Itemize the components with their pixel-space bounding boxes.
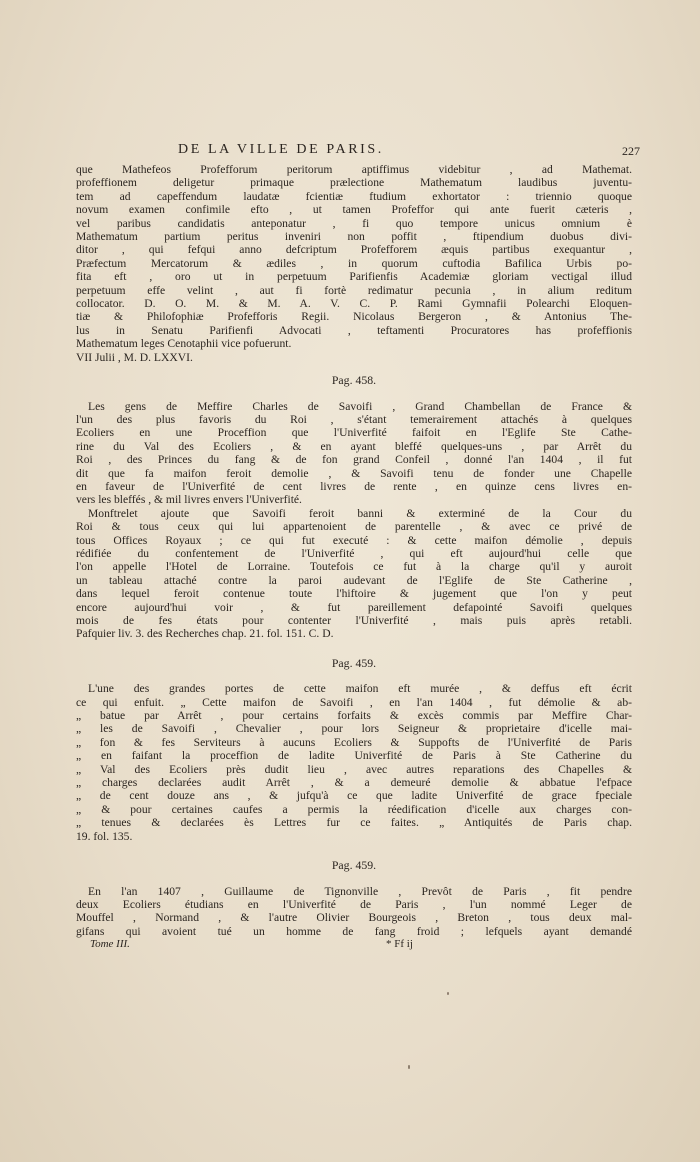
text-line: Roi & tous ceux qui lui appartenoient de parentelle , & avec ce privé de (76, 520, 632, 534)
text-line: tous Offices Royaux ; ce qui fut executé : & cette maifon démolie , depuis (76, 533, 632, 547)
page-number: 227 (622, 144, 640, 158)
signature-mark: * Ff ij (386, 938, 413, 951)
text-line: rédifiée du confentement de l'Univerfité , qui eft aujourd'hui celle que (76, 546, 632, 560)
running-title: DE LA VILLE DE PARIS. (178, 142, 384, 157)
text-line: L'une des grandes portes de cette maifon eft murée , & deffus eft écrit (88, 682, 632, 696)
page-reference: Pag. 459. (331, 655, 377, 670)
paper-speck (447, 992, 449, 995)
text-line: „ batue par Arrêt , pour certains forfaits & excès commis par Meffire Char- (76, 709, 632, 723)
text-line: Roi , des Princes du fang & de fon grand Confeil , donné l'an 1404 , il fut (76, 453, 632, 467)
tome-label: Tome III. (90, 938, 130, 951)
text-line: dit que fa maifon feroit demolie , & Savoifi tenu de fonder une Chapelle (76, 466, 632, 480)
page-reference: Pag. 459. (331, 858, 377, 873)
text-line: tiæ & Philofophiæ Profefforis Regii. Nicolaus Bergeron , & Antonius The- (76, 310, 632, 324)
paragraph (76, 507, 632, 641)
paragraph (76, 682, 632, 843)
section-gap (76, 843, 632, 849)
text-line: l'on appelle l'Hotel de Lorraine. Toutefois ce fut à la charge qu'il y auroit (76, 560, 632, 574)
latin-inscription (76, 163, 632, 364)
text-line: novum examen confimile efto , ut tamen Profeffor qui ante fuerit cæteris , (76, 203, 632, 217)
text-line: fita eft , oro ut in perpetuum Parifienfis Academiæ gloriam vectigal illud (76, 270, 632, 284)
text-line: ce qui enfuit. „ Cette maifon de Savoifi , en l'an 1404 , fut démolie & ab- (76, 695, 632, 709)
text-line: Mathematum partium peritus inveniri non poffit , ftipendium duobus divi- (76, 230, 632, 244)
text-line: l'un des plus favoris du Roi , s'étant temerairement attachés à quelques (76, 412, 632, 426)
text-line: en faveur de l'Univerfité de cent livres de rente , en quinze cens livres en- (76, 479, 632, 493)
text-line: vel paribus candidatis anteponatur , fi quo tempore unicus omnium è (76, 216, 632, 230)
page-footer (76, 938, 632, 952)
paragraph (76, 400, 632, 507)
text-line: Ecoliers en une Proceffion que l'Univerfité faifoit en l'Eglife Ste Cathe- (76, 426, 632, 440)
text-line: lus in Senatu Parifienfi Advocati , teftamenti Procuratores has profeffionis (76, 323, 632, 337)
text-line: „ charges declarées audit Arrêt , & a demeuré demolie & abbatue l'efpace (76, 776, 632, 790)
text-line: Monftrelet ajoute que Savoifi feroit banni & exterminé de la Cour du (88, 506, 632, 520)
text-line: „ tenues & declarées ès Lettres fur ce faites. „ Antiquités de Paris chap. (76, 816, 632, 830)
text-line: profeffionem deligetur primaque prælectione Mathematum laudibus juventu- (76, 176, 632, 190)
text-line: perpetuum effe velint , aut fi fortè redimatur pecunia , in alium reditum (76, 283, 632, 297)
text-block (76, 142, 640, 952)
text-line: tem ad capeffendum laudatæ fcientiæ ftudium exhortator : triennio quoque (76, 189, 632, 203)
text-line: que Mathefeos Profefforum peritorum aptiffimus videbitur , ad Mathemat. (76, 163, 632, 176)
running-head (76, 142, 640, 159)
text-line: Mathematum leges Cenotaphii vice pofuerunt. (76, 337, 292, 351)
text-line: collocator. D. O. M. & M. A. V. C. P. Rami Gymnafii Polearchi Eloquen- (76, 297, 632, 311)
text-line: deux Ecoliers étudians en l'Univerfité de Paris , l'un nommé Leger de (76, 897, 632, 911)
text-line: mois de fes états pour contenter l'Univerfité , mais puis après retabli. (76, 614, 632, 627)
text-line: rine du Val des Ecoliers , & en ayant bleffé quelques-uns , par Arrêt du (76, 439, 632, 453)
text-line: „ en faifant la proceffion de ladite Univerfité de Paris à Ste Catherine du (76, 749, 632, 763)
text-line: „ fon & fes Serviteurs à aucuns Ecoliers & Suppofts de l'Univerfité de Paris (76, 735, 632, 749)
text-line: Præfectum Mercatorum & ædiles , in quorum cuftodia Bafilica Urbis po- (76, 256, 632, 270)
text-line: „ & pour certaines caufes a permis la réedification d'icelle aux charges con- (76, 802, 632, 816)
page-reference: Pag. 458. (331, 373, 377, 388)
text-line: „ les de Savoifi , Chevalier , pour lors Seigneur & proprietaire d'icelle mai- (76, 722, 632, 736)
text-line: VII Julii , M. D. LXXVI. (76, 350, 193, 364)
text-line: dans lequel feroit contenue toute l'hiftoire & jugement que l'on y peut (76, 587, 632, 601)
paragraph (76, 885, 632, 939)
section-gap (76, 641, 632, 647)
text-line: 19. fol. 135. (76, 829, 133, 843)
text-line: ditor , qui fefqui anno defcriptum Profefforem æquis partibus exequantur , (76, 243, 632, 257)
text-line: En l'an 1407 , Guillaume de Tignonville , Prevôt de Paris , fit pendre (88, 884, 632, 898)
text-line: un tableau attaché contre la paroi audevant de l'Eglife de Ste Catherine , (76, 573, 632, 587)
text-line: encore aujourd'hui voir , & fut pareillement defapointé Savoifi quelques (76, 600, 632, 614)
text-line: vers les bleffés , & mil livres envers l'Univerfité. (76, 493, 302, 507)
text-line: „ Val des Ecoliers près dudit lieu , avec autres reparations des Chapelles & (76, 762, 632, 776)
text-line: Pafquier liv. 3. des Recherches chap. 21. fol. 151. C. D. (76, 627, 334, 641)
text-line: gifans qui avoient tué un homme de fang froid ; lefquels ayant demandé (76, 924, 632, 938)
sections (76, 374, 632, 938)
text-line: „ de cent douze ans , & jufqu'à ce que ladite Univerfité de grace fpeciale (76, 789, 632, 803)
text-line: Mouffel , Normand , & l'autre Olivier Bourgeois , Breton , tous deux mal- (76, 911, 632, 925)
text-line: Les gens de Meffire Charles de Savoifi , Grand Chambellan de France & (88, 399, 632, 413)
paper-speck (408, 1065, 410, 1069)
